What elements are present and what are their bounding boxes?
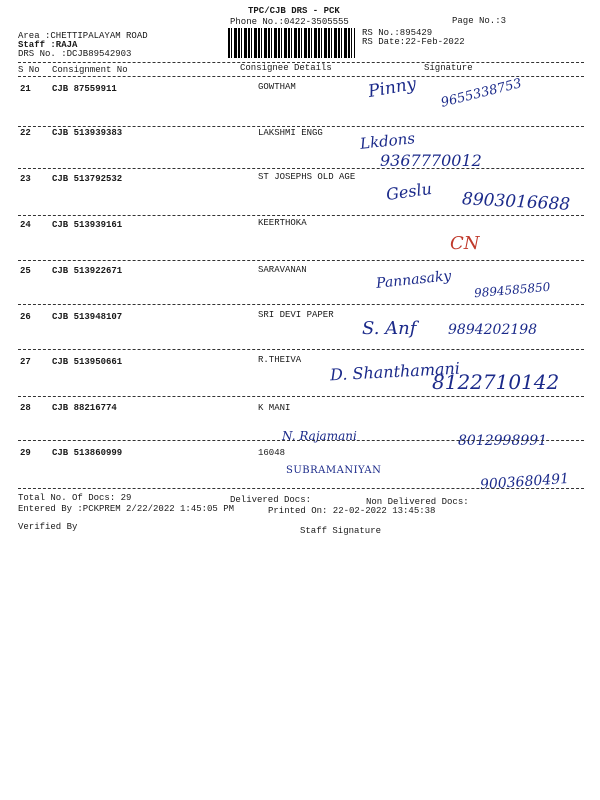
signature-phone: 8012998991	[458, 433, 548, 449]
row-consignment: CJB 513860999	[52, 448, 123, 458]
signature-handwriting: SUBRAMANIYAN	[286, 465, 382, 476]
row-consignee: LAKSHMI ENGG	[258, 128, 323, 138]
row-sno: 28	[20, 403, 31, 413]
header-divider-bottom	[18, 76, 584, 77]
total-docs: Total No. Of Docs: 29	[18, 493, 132, 503]
signature-phone: 9894202198	[448, 322, 538, 338]
row-consignment: CJB 513922671	[52, 266, 123, 276]
document-title: TPC/CJB DRS - PCK	[248, 6, 340, 16]
rs-date: RS Date:22-Feb-2022	[362, 37, 465, 47]
verified-by: Verified By	[18, 522, 78, 532]
row-consignment: CJB 87559911	[52, 84, 117, 94]
signature-handwriting: Lkdons	[359, 129, 416, 153]
row-consignee: R.THEIVA	[258, 355, 302, 365]
page-number: Page No.:3	[452, 16, 507, 26]
row-divider	[18, 440, 584, 441]
column-sno: S No	[18, 65, 40, 75]
column-consignee: Consignee Details	[240, 63, 332, 73]
phone-number: Phone No.:0422-3505555	[230, 17, 349, 27]
signature-phone: 8903016688	[461, 189, 571, 215]
row-consignment: CJB 513939383	[52, 128, 123, 138]
non-delivered-docs: Non Delivered Docs:	[366, 497, 469, 507]
row-divider	[18, 168, 584, 169]
row-divider	[18, 304, 584, 305]
row-divider	[18, 396, 584, 397]
row-sno: 22	[20, 128, 31, 138]
row-consignment: CJB 513948107	[52, 312, 123, 322]
column-consignment: Consignment No	[52, 65, 128, 75]
signature-phone: 9894585850	[473, 279, 551, 301]
row-sno: 26	[20, 312, 31, 322]
row-divider	[18, 488, 584, 489]
row-consignee: KEERTHOKA	[258, 218, 307, 228]
signature-handwriting: Pannasaky	[375, 268, 453, 292]
column-signature: Signature	[424, 63, 473, 73]
signature-phone: 9367770012	[380, 151, 482, 170]
signature-phone: 8122710142	[432, 370, 560, 394]
row-sno: 29	[20, 448, 31, 458]
row-consignee: SRI DEVI PAPER	[258, 310, 334, 320]
row-consignee: K MANI	[258, 403, 291, 413]
signature-handwriting: CN	[450, 233, 480, 254]
row-divider	[18, 260, 584, 261]
row-sno: 23	[20, 174, 31, 184]
row-consignee: GOWTHAM	[258, 82, 296, 92]
signature-handwriting: D. Shanthamani	[329, 358, 461, 385]
staff-label: Staff :RAJA	[18, 40, 78, 50]
entered-by: Entered By :PCKPREM 2/22/2022 1:45:05 PM	[18, 504, 235, 514]
signature-handwriting: Geslu	[384, 178, 433, 205]
area-label: Area :CHETTIPALAYAM ROAD	[18, 31, 148, 41]
row-sno: 25	[20, 266, 31, 276]
row-consignee: 16048	[258, 448, 286, 458]
drs-number: DRS No. :DCJB89542903	[18, 49, 132, 59]
row-divider	[18, 126, 584, 127]
signature-phone: 9655338753	[439, 76, 524, 111]
barcode	[228, 28, 355, 58]
row-consignment: CJB 513950661	[52, 357, 123, 367]
signature-phone: 9003680491	[479, 470, 570, 494]
signature-handwriting: N. Rajamani	[282, 429, 357, 443]
row-sno: 27	[20, 357, 31, 367]
signature-handwriting: S. Anf	[362, 318, 417, 339]
row-consignment: CJB 513939161	[52, 220, 123, 230]
row-sno: 24	[20, 220, 31, 230]
row-consignee: SARAVANAN	[258, 265, 307, 275]
rs-number: RS No.:895429	[362, 28, 433, 38]
row-divider	[18, 215, 584, 216]
row-consignment: CJB 88216774	[52, 403, 117, 413]
row-consignment: CJB 513792532	[52, 174, 123, 184]
delivered-docs: Delivered Docs:	[230, 495, 312, 505]
staff-signature: Staff Signature	[300, 526, 382, 536]
row-consignee: ST JOSEPHS OLD AGE	[258, 172, 356, 182]
row-divider	[18, 349, 584, 350]
signature-handwriting: Pinny	[366, 73, 418, 103]
row-sno: 21	[20, 84, 31, 94]
printed-on: Printed On: 22-02-2022 13:45:38	[268, 506, 436, 516]
